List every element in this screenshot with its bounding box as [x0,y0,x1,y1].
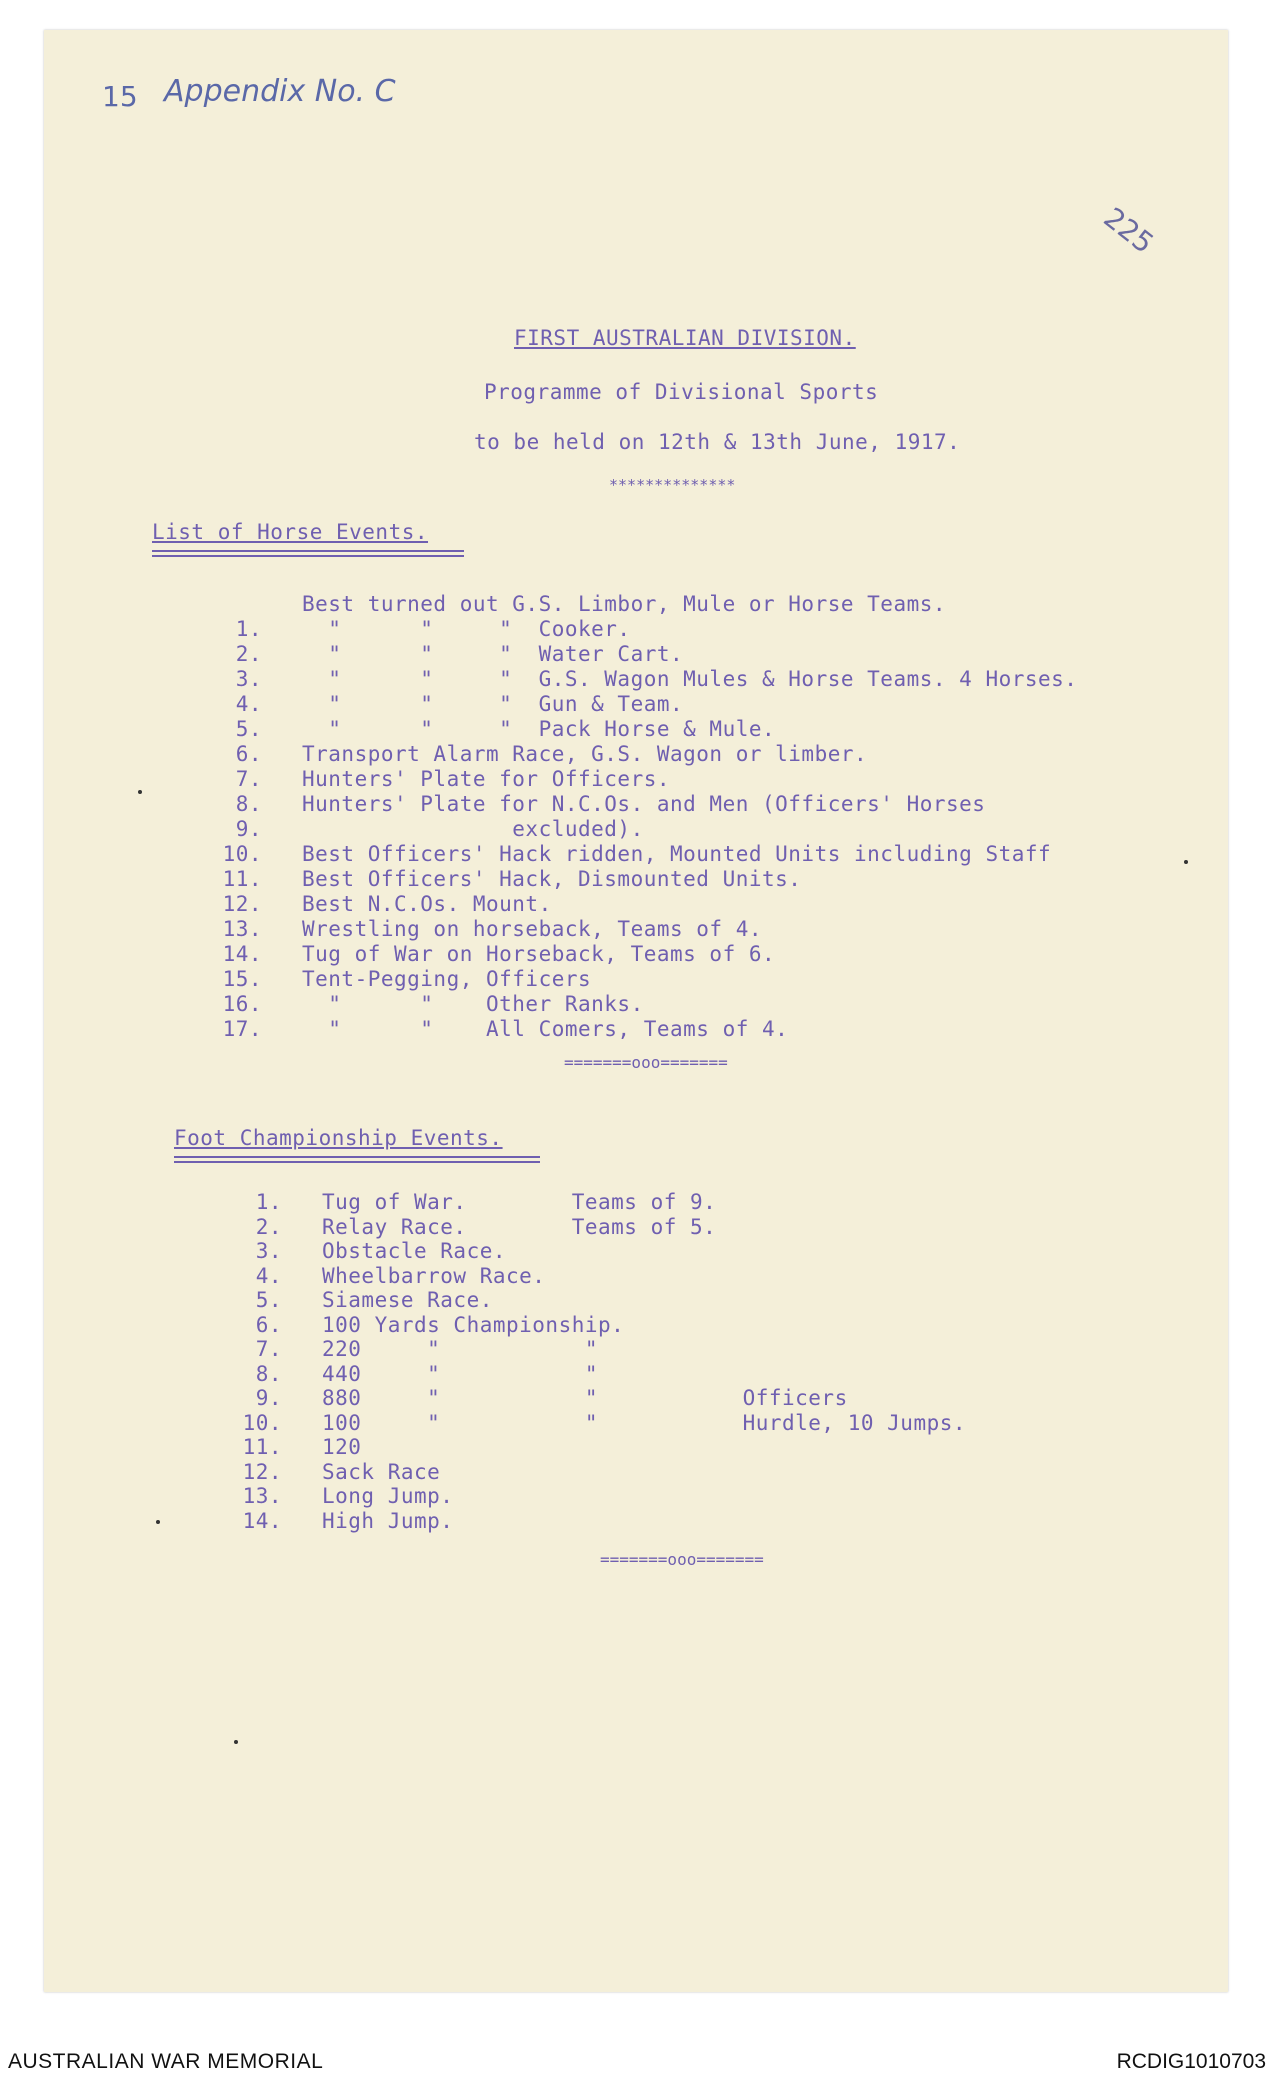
horse-row [204,617,631,641]
foot-row [224,1313,624,1337]
foot-number: 13. [242,1484,282,1508]
horse-number: 12. [222,892,262,916]
foot-divider: =======ooo======= [600,1550,764,1569]
programme-line: Programme of Divisional Sports [484,380,879,404]
foot-number: 11. [242,1435,282,1459]
horse-number: 3. [235,667,262,691]
paper-speck [138,790,142,794]
foot-text: 220 " " [322,1337,599,1361]
foot-text: 120 [322,1435,362,1459]
horse-text: Best Officers' Hack ridden, Mounted Units including Staff [302,842,1052,866]
horse-row [204,792,985,816]
horse-number: 8. [235,792,262,816]
horse-text: " " " G.S. Wagon Mules & Horse Teams. 4 Horses. [302,667,1078,691]
foot-text: 100 " " Hurdle, 10 Jumps. [322,1410,967,1435]
foot-row [224,1411,966,1435]
foot-number: 14. [242,1508,282,1533]
horse-number: 13. [222,917,262,941]
horse-text: Best turned out G.S. Limbor, Mule or Horse Teams. [302,592,947,616]
horse-row [204,917,762,941]
foot-row [224,1435,361,1459]
horse-number: 1. [235,617,262,641]
horse-row [204,642,683,666]
horse-text: Tug of War on Horseback, Teams of 6. [302,942,776,966]
foot-text: Tug of War. Teams of 9. [322,1190,717,1214]
horse-number: 10. [222,842,262,866]
horse-text: Best N.C.Os. Mount. [302,892,552,916]
footer-identifier: RCDIG1010703 [1116,2050,1266,2073]
horse-text: Hunters' Plate for Officers. [302,767,671,791]
horse-row [204,842,1051,866]
horse-number: 2. [235,642,262,666]
foot-text: High Jump. [322,1508,454,1533]
paper-speck [1184,860,1188,864]
date-line: to be held on 12th & 13th June, 1917. [474,430,961,454]
horse-text: Tent-Pegging, Officers [302,967,592,991]
horse-heading-rule [152,550,464,557]
horse-number: 4. [235,692,262,716]
foot-text: Long Jump. [322,1484,454,1508]
horse-number [204,592,262,616]
foot-row [224,1386,848,1410]
foot-row [224,1190,716,1214]
foot-number: 2. [255,1214,282,1239]
horse-row [204,817,644,841]
foot-heading-rule [174,1156,540,1163]
horse-number: 14. [222,942,262,966]
foot-number: 8. [255,1361,282,1386]
horse-text: Wrestling on horseback, Teams of 4. [302,917,763,941]
horse-row [204,1017,788,1041]
horse-text: " " " Gun & Team. [302,692,684,716]
foot-text: 880 " " Officers [322,1386,848,1410]
horse-number: 9. [235,817,262,841]
appendix-annotation: Appendix No. C [164,74,396,109]
foot-number: 12. [242,1459,282,1484]
horse-events-heading: List of Horse Events. [152,520,429,544]
foot-number: 10. [242,1410,282,1435]
foot-row [224,1337,598,1361]
horse-number: 5. [235,717,262,741]
foot-text: 100 Yards Championship. [322,1312,625,1337]
foot-row [224,1362,598,1386]
foot-row [224,1509,453,1533]
paper-speck [156,1520,160,1524]
horse-number: 16. [222,992,262,1016]
foot-number: 3. [255,1239,282,1263]
horse-text: " " Other Ranks. [302,992,644,1016]
horse-row [204,992,644,1016]
horse-number: 15. [222,967,262,991]
foot-number: 7. [255,1337,282,1361]
foot-number: 5. [255,1288,282,1312]
foot-number: 4. [255,1263,282,1288]
horse-text: " " " Pack Horse & Mule. [302,717,776,741]
horse-row [204,767,670,791]
horse-divider: =======ooo======= [564,1053,728,1072]
horse-text: " " All Comers, Teams of 4. [302,1017,789,1041]
horse-row [204,692,683,716]
footer-source: AUSTRALIAN WAR MEMORIAL [8,2050,324,2073]
horse-row [204,717,775,741]
foot-text: 440 " " [322,1361,599,1386]
foot-text: Wheelbarrow Race. [322,1263,546,1288]
document-title: FIRST AUSTRALIAN DIVISION. [514,326,856,350]
horse-number: 6. [235,742,262,766]
horse-number: 7. [235,767,262,791]
horse-row [204,967,591,991]
foot-row [224,1288,493,1312]
horse-row [204,742,867,766]
foot-events-heading: Foot Championship Events. [174,1126,503,1150]
folio-number-right: 225 [1097,201,1160,260]
horse-row [204,892,552,916]
horse-number: 11. [222,867,262,891]
horse-text: " " " Water Cart. [302,642,684,666]
horse-row [204,867,801,891]
horse-text: Transport Alarm Race, G.S. Wagon or limber. [302,742,868,766]
foot-row [224,1460,440,1484]
foot-number: 9. [255,1386,282,1410]
horse-row [204,942,775,966]
foot-row [224,1484,453,1508]
foot-row [224,1239,506,1263]
horse-text: " " " Cooker. [302,617,631,641]
horse-number: 17. [222,1017,262,1041]
foot-text: Sack Race [322,1459,441,1484]
horse-row [204,667,1077,691]
star-separator: ************** [609,476,736,494]
foot-text: Obstacle Race. [322,1239,507,1263]
horse-text: Best Officers' Hack, Dismounted Units. [302,867,802,891]
foot-number: 6. [255,1312,282,1337]
foot-row [224,1264,545,1288]
foot-number: 1. [255,1190,282,1214]
foot-row [224,1215,716,1239]
horse-text: excluded). [302,817,644,841]
horse-text: Hunters' Plate for N.C.Os. and Men (Officers' Horses [302,792,986,816]
document-page [44,30,1228,1992]
horse-row [204,592,946,616]
foot-text: Siamese Race. [322,1288,493,1312]
foot-text: Relay Race. Teams of 5. [322,1214,717,1239]
paper-speck [234,1740,238,1744]
folio-number-left: 15 [102,80,138,113]
